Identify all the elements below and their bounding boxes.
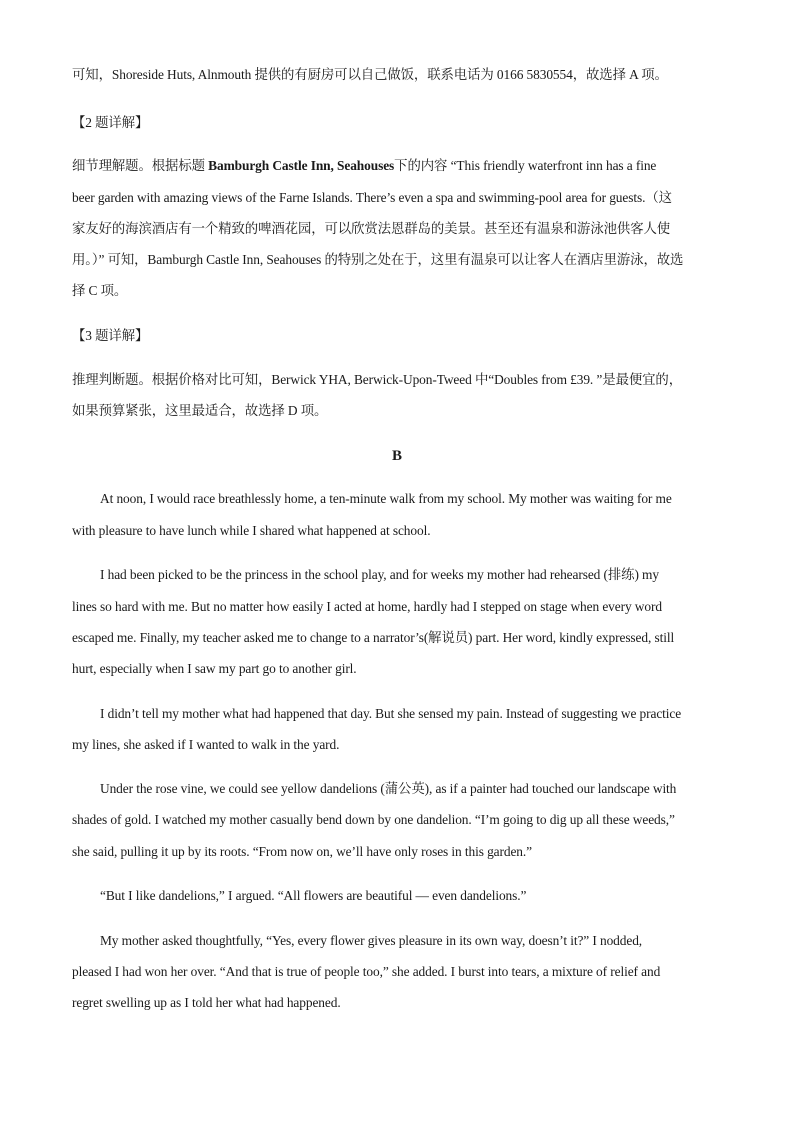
q2-line-1-post: 下的内容 “This friendly waterfront inn has a fine xyxy=(394,158,657,173)
paragraph-4-line: Under the rose vine, we could see yellow dandelions (蒲公英), as if a painter had touched our landscape with xyxy=(100,781,677,796)
q2-line-5: 择 C 项。 xyxy=(72,283,128,298)
q3-line-2: 如果预算紧张，这里最适合，故选择 D 项。 xyxy=(72,403,328,418)
q2-line-1 xyxy=(72,157,656,175)
q2-line-1-pre: 细节理解题。根据标题 xyxy=(72,158,209,173)
paragraph-3-line: my lines, she asked if I wanted to walk in the yard. xyxy=(72,737,340,752)
paragraph-6-line: regret swelling up as I told her what had happened. xyxy=(72,995,341,1010)
paragraph-1-line: with pleasure to have lunch while I shared what happened at school. xyxy=(72,523,431,538)
q2-line-3: 家友好的海滨酒店有一个精致的啤酒花园，可以欣赏法恩群岛的美景。甚至还有温泉和游泳池供客人使 xyxy=(72,221,671,236)
paragraph-5-line: “But I like dandelions,” I argued. “All flowers are beautiful — even dandelions.” xyxy=(100,888,527,903)
paragraph-1-line: At noon, I would race breathlessly home, a ten-minute walk from my school. My mother was waiting for me xyxy=(100,491,672,506)
q3-line-1: 推理判断题。根据价格对比可知，Berwick YHA, Berwick-Upon-Tweed 中“Doubles from £39. ”是最便宜的， xyxy=(72,372,683,387)
q2-hotel-name: Bamburgh Castle Inn, Seahouses xyxy=(208,158,395,173)
paragraph-4-line: shades of gold. I watched my mother casually bend down by one dandelion. “I’m going to dig up all these weeds,” xyxy=(72,812,675,827)
paragraph-6-line: pleased I had won her over. “And that is true of people too,” she added. I burst into tears, a mixture of relief and xyxy=(72,964,661,979)
q2-line-4: 用。）” 可知，Bamburgh Castle Inn, Seahouses 的特别之处在于，这里有温泉可以让客人在酒店里游泳，故选 xyxy=(72,252,684,267)
section-b-title: B xyxy=(391,448,402,464)
answer-1-conclusion: 可知，Shoreside Huts, Alnmouth 提供的有厨房可以自己做饭，联系电话为 0166 5830554，故选择 A 项。 xyxy=(72,67,668,82)
q3-heading: 【3 题详解】 xyxy=(72,328,149,343)
paragraph-6-line: My mother asked thoughtfully, “Yes, every flower gives pleasure in its own way, doesn’t it?” I nodded, xyxy=(100,933,643,948)
paragraph-4-line: she said, pulling it up by its roots. “From now on, we’ll have only roses in this garden.” xyxy=(72,844,532,859)
paragraph-2-line: I had been picked to be the princess in the school play, and for weeks my mother had rehearsed (排练) my xyxy=(100,567,659,582)
paragraph-2-line: hurt, especially when I saw my part go to another girl. xyxy=(72,661,357,676)
paragraph-3-line: I didn’t tell my mother what had happened that day. But she sensed my pain. Instead of suggesting we practice xyxy=(100,706,682,721)
paragraph-2-line: lines so hard with me. But no matter how easily I acted at home, hardly had I stepped on stage when every word xyxy=(72,599,662,614)
paragraph-2-line: escaped me. Finally, my teacher asked me to change to a narrator’s(解说员) part. Her word, kindly expressed, still xyxy=(72,630,675,645)
q2-line-2: beer garden with amazing views of the Farne Islands. There’s even a spa and swimming-pool area for guests.（这 xyxy=(72,190,672,205)
q2-heading: 【2 题详解】 xyxy=(72,115,149,130)
